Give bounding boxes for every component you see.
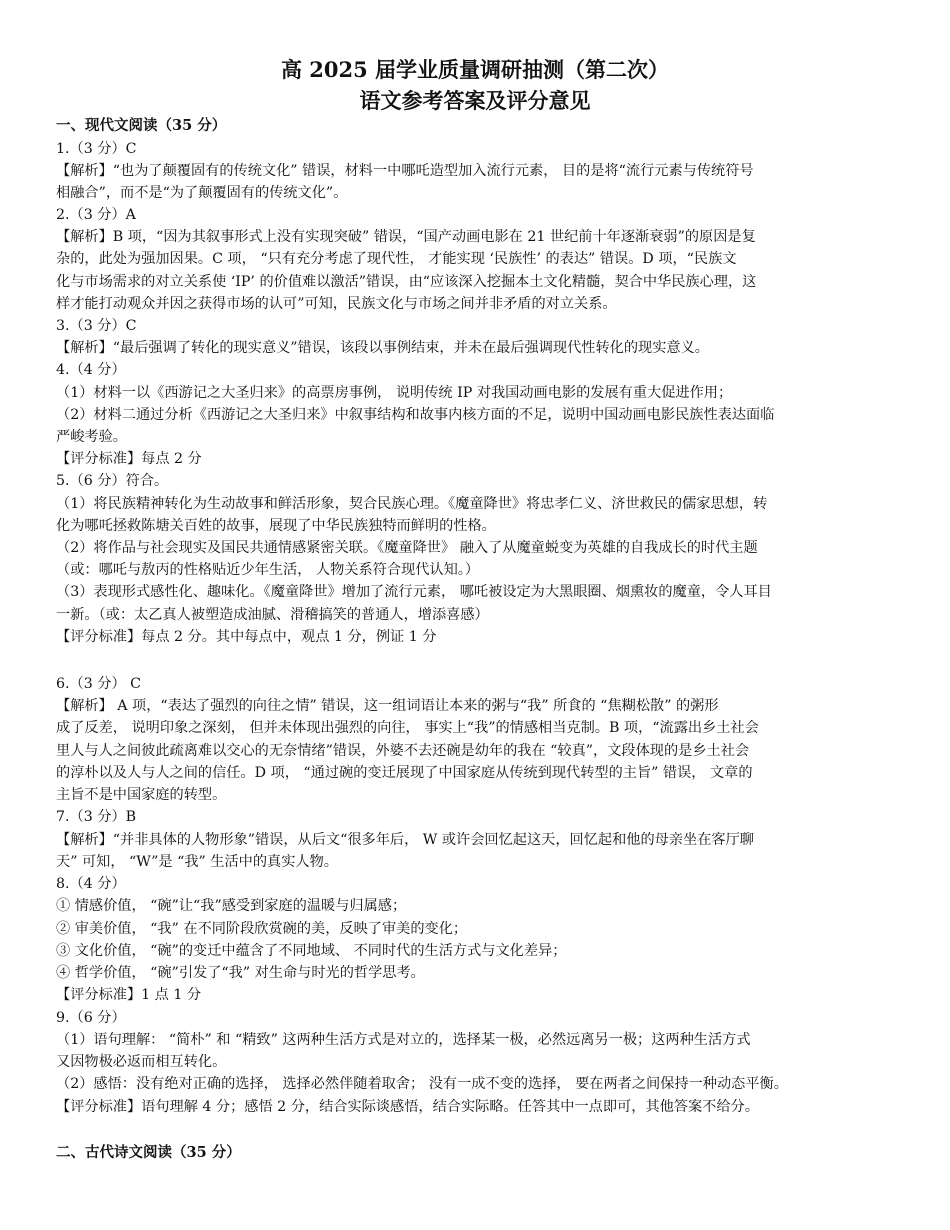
answer-q6: 6.（3 分） C [56, 676, 142, 692]
answer-point: （1）语句理解： “简朴” 和 “精致” 这两种生活方式是对立的，选择某一极，必然远离另一极；这两种生活方式 [56, 1032, 751, 1048]
scoring-standard: 【评分标准】语句理解 4 分；感悟 2 分，结合实际谈感悟，结合实际略。任答其中一点即可，其他答案不给分。 [56, 1099, 759, 1115]
analysis-line: 里人与人之间彼此疏离难以交心的无奈情绪”错误，外婆不去还碗是幼年的我在 “较真”，文段体现的是乡土社会 [56, 743, 750, 759]
analysis-line: 天” 可知， “W”是 “我” 生活中的真实人物。 [56, 854, 338, 870]
analysis-line: 杂的，此处为强加因果。C 项， “只有充分考虑了现代性， 才能实现 ‘民族性’ 的表达” 错误。D 项，“民族文 [56, 251, 737, 267]
answer-q4: 4.（4 分） [56, 362, 126, 378]
answer-point: 一新。（或：太乙真人被塑造成油腻、滑稽搞笑的普通人，增添喜感） [56, 607, 489, 623]
analysis-line: 【解析】 A 项，“表达了强烈的向往之情” 错误，这一组词语让本来的粥与“我” 所食的 “焦糊松散” 的粥形 [56, 698, 719, 714]
analysis-line: 化与市场需求的对立关系使 ‘IP’ 的价值难以激活”错误，由“应该深入挖掘本土文化精髓，契合中华民族心理，这 [56, 274, 757, 290]
answer-point: （或：哪吒与敖丙的性格贴近少年生活， 人物关系符合现代认知。） [56, 562, 480, 578]
analysis-line: 的淳朴以及人与人之间的信任。D 项， “通过碗的变迁展现了中国家庭从传统到现代转型的主旨” 错误， 文章的 [56, 765, 753, 781]
scoring-standard: 【评分标准】每点 2 分。其中每点中，观点 1 分，例证 1 分 [56, 629, 437, 645]
answer-q8: 8.（4 分） [56, 876, 126, 892]
section-heading-modern-reading: 一、现代文阅读（35 分） [56, 117, 227, 134]
analysis-line: 成了反差， 说明印象之深刻， 但并未体现出强烈的向往， 事实上“我”的情感相当克制。B 项，“流露出乡土社会 [56, 720, 759, 736]
answer-point: ① 情感价值， “碗”让“我”感受到家庭的温暖与归属感； [56, 898, 407, 914]
section-heading-classical-reading: 二、古代诗文阅读（35 分） [56, 1144, 241, 1161]
answer-point: （3）表现形式感性化、趣味化。《魔童降世》增加了流行元素， 哪吒被设定为大黑眼圈、烟熏妆的魔童，令人耳目 [56, 584, 772, 600]
answer-q3: 3.（3 分）C [56, 318, 137, 334]
answer-q9: 9.（6 分） [56, 1010, 126, 1026]
answer-q5: 5.（6 分）符合。 [56, 473, 169, 489]
analysis-line: 【解析】“也为了颠覆固有的传统文化” 错误，材料一中哪吒造型加入流行元素， 目的是将“流行元素与传统符号 [56, 163, 754, 179]
answer-q7: 7.（3 分）B [56, 809, 137, 825]
document-subtitle: 语文参考答案及评分意见 [359, 88, 591, 113]
analysis-line: 相融合”，而不是“为了颠覆固有的传统文化”。 [56, 185, 348, 201]
document-title: 高 2025 届学业质量调研抽测（第二次） [280, 57, 670, 82]
scoring-standard: 【评分标准】1 点 1 分 [56, 987, 202, 1003]
answer-point: 化为哪吒拯救陈塘关百姓的故事，展现了中华民族独特而鲜明的性格。 [56, 518, 496, 534]
analysis-line: 【解析】“并非具体的人物形象”错误，从后文“很多年后， W 或许会回忆起这天，回忆起和他的母亲坐在客厅聊 [56, 832, 754, 848]
answer-point: 又因物极必返而相互转化。 [56, 1054, 227, 1070]
answer-point: （2）感悟：没有绝对正确的选择， 选择必然伴随着取舍； 没有一成不变的选择， 要在两者之间保持一种动态平衡。 [56, 1076, 788, 1092]
answer-point: ② 审美价值， “我” 在不同阶段欣赏碗的美，反映了审美的变化； [56, 921, 468, 937]
answer-point: ④ 哲学价值， “碗”引发了“我” 对生命与时光的哲学思考。 [56, 965, 425, 981]
analysis-line: 【解析】B 项，“因为其叙事形式上没有实现突破” 错误，“国产动画电影在 21 世纪前十年逐渐衰弱”的原因是复 [56, 229, 756, 245]
answer-point: （2）将作品与社会现实及国民共通情感紧密关联。《魔童降世》 融入了从魔童蜕变为英雄的自我成长的时代主题 [56, 540, 758, 556]
answer-point: 严峻考验。 [56, 429, 127, 445]
scoring-standard: 【评分标准】每点 2 分 [56, 451, 202, 467]
analysis-line: 【解析】“最后强调了转化的现实意义”错误，该段以事例结束，并未在最后强调现代性转化的现实意义。 [56, 340, 709, 356]
answer-point: ③ 文化价值， “碗”的变迁中蕴含了不同地域、 不同时代的生活方式与文化差异； [56, 943, 567, 959]
answer-point: （1）材料一以《西游记之大圣归来》的高票房事例， 说明传统 IP 对我国动画电影的发展有重大促进作用； [56, 385, 733, 401]
analysis-line: 主旨不是中国家庭的转型。 [56, 787, 227, 803]
answer-q1: 1.（3 分）C [56, 141, 137, 157]
analysis-line: 样才能打动观众并因之获得市场的认可”可知，民族文化与市场之间并非矛盾的对立关系。 [56, 296, 617, 312]
answer-point: （1）将民族精神转化为生动故事和鲜活形象，契合民族心理。《魔童降世》将忠孝仁义、济世救民的儒家思想，转 [56, 496, 768, 512]
answer-q2: 2.（3 分）A [56, 207, 136, 223]
answer-point: （2）材料二通过分析《西游记之大圣归来》中叙事结构和故事内核方面的不足，说明中国动画电影民族性表达面临 [56, 407, 775, 423]
